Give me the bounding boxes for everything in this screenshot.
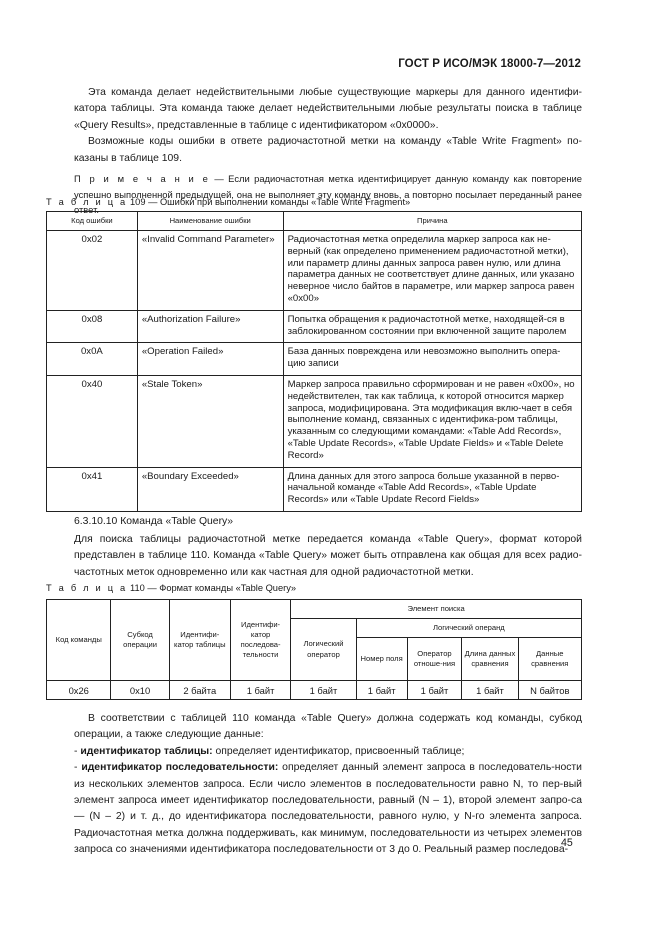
standard-header: ГОСТ Р ИСО/МЭК 18000-7—2012 <box>398 58 581 70</box>
column-header: Наименование ошибки <box>137 212 283 231</box>
intro-paragraph-2: Возможные коды ошибки в ответе радиочастотной метки на команду «Table Write Fragment» по-казаны в таблице 109. <box>74 136 582 164</box>
bullet-label: идентификатор последовательности: <box>81 762 279 774</box>
column-header: Код команды <box>47 600 111 681</box>
error-code: 0x08 <box>47 310 138 343</box>
table-cell: 1 байт <box>291 681 357 700</box>
table-row <box>47 375 582 467</box>
table-cell: 1 байт <box>230 681 290 700</box>
column-header: Идентифи-катор последова-тельности <box>230 600 290 681</box>
table-cell: 1 байт <box>407 681 462 700</box>
column-header: Логический оператор <box>291 619 357 681</box>
error-name: «Stale Token» <box>137 375 283 467</box>
bullet-dash: - <box>74 745 81 757</box>
table-cell: 1 байт <box>356 681 407 700</box>
column-header: Данные сравнения <box>518 638 582 681</box>
table-cell: N байтов <box>518 681 582 700</box>
table-109-caption-text: 109 — Ошибки при выполнении команды «Table Write Fragment» <box>127 197 411 207</box>
table-header-row <box>47 212 582 231</box>
error-reason: Радиочастотная метка определила маркер запроса как не-верный (как определено применением радиочастотной метки), или параметр длины данных запроса равен нулю, или длина параметра данных не соответствует длине данных, или указано неверное число байтов в параметре, или маркер запроса равен «0x00» <box>283 231 581 311</box>
error-name: «Operation Failed» <box>137 343 283 376</box>
table-row <box>47 231 582 311</box>
table-110-caption-label: Т а б л и ц а <box>46 583 128 593</box>
error-reason: База данных повреждена или невозможно выполнить опера-цию записи <box>283 343 581 376</box>
table-110-caption-text: 110 — Формат команды «Table Query» <box>127 583 297 593</box>
table-row <box>47 467 582 511</box>
after-paragraph-1: В соответствии с таблицей 110 команда «Table Query» должна содержать код команды, субкод операции, а также следующие данные: <box>74 713 582 741</box>
table-110-caption <box>46 583 296 593</box>
error-code: 0x41 <box>47 467 138 511</box>
note-text: — Если радиочастотная метка идентифицирует данную команду как повторение успешно выполненной предыдущей, она не выполняет эту команду вновь, а повторно посылает переданный ранее ответ. <box>74 173 582 216</box>
column-header: Номер поля <box>356 638 407 681</box>
page-number: 45 <box>561 837 573 849</box>
table-110 <box>46 599 582 700</box>
table-cell: 2 байта <box>169 681 230 700</box>
table-row <box>47 310 582 343</box>
error-code: 0x0A <box>47 343 138 376</box>
bullet-dash: - <box>74 762 82 774</box>
table-cell: 0x26 <box>47 681 111 700</box>
table-109-caption <box>46 197 410 207</box>
column-header: Код ошибки <box>47 212 138 231</box>
section-paragraph <box>74 532 582 581</box>
after-block <box>74 711 582 859</box>
error-code: 0x02 <box>47 231 138 311</box>
table-109-caption-label: Т а б л и ц а <box>46 197 128 207</box>
error-name: «Boundary Exceeded» <box>137 467 283 511</box>
bullet-table-id <box>74 744 582 760</box>
column-header: Логический операнд <box>356 619 581 638</box>
table-row <box>47 343 582 376</box>
table-cell: 1 байт <box>462 681 518 700</box>
section-title: 6.3.10.10 Команда «Table Query» <box>74 516 234 527</box>
bullet-label: идентификатор таблицы: <box>80 745 213 757</box>
bullet-text: определяет данный элемент запроса в последователь-ности из нескольких элементов запроса. Если число элементов в последовательности равно N, то пер-вый элемент запроса имеет идентификатор последовательности, равный (N – 1), второй элемент запро-са — (N – 2) и т. д., до идентификатора последовательности, равного нулю, у N-го элемента запроса. Радиочастотная метка должна поддерживать, как минимум, последовательности из четырех элементов запроса со значениями идентификатора последовательности от 3 до 0. Реальный размер последова- <box>74 762 582 856</box>
table-header-row <box>47 600 582 619</box>
column-header: Идентифи-катор таблицы <box>169 600 230 681</box>
column-header: Субкод операции <box>111 600 169 681</box>
column-header: Оператор отноше-ния <box>407 638 462 681</box>
table-row <box>47 681 582 700</box>
error-name: «Authorization Failure» <box>137 310 283 343</box>
error-reason: Попытка обращения к радиочастотной метке, находящей-ся в заблокированном состоянии при включенной защите паролем <box>283 310 581 343</box>
column-header: Элемент поиска <box>291 600 582 619</box>
column-header: Причина <box>283 212 581 231</box>
bullet-sequence-id <box>74 760 582 858</box>
section-paragraph-text: Для поиска таблицы радиочастотной метке передается команда «Table Query», формат которой представлен в таблице 110. Команда «Table Query» может быть отправлена как общая для всех радио-частотных меток одновременно или как частная для одной радиочастотной метки. <box>74 534 582 578</box>
note-label: П р и м е ч а н и е <box>74 173 210 185</box>
intro-paragraph-1: Эта команда делает недействительными любые существующие маркеры для данного идентифи-катора таблицы. Эта команда также делает недействительными любые результаты поиска в таблице «Query Results», представленные в таблице с идентификатором «0x0000». <box>74 87 582 131</box>
error-code: 0x40 <box>47 375 138 467</box>
error-name: «Invalid Command Parameter» <box>137 231 283 311</box>
error-reason: Длина данных для этого запроса больше указанной в перво-начальной команде «Table Add Records», «Table Update Records» или «Table Update Record Fields» <box>283 467 581 511</box>
table-109 <box>46 211 582 512</box>
bullet-text: определяет идентификатор, присвоенный таблице; <box>212 745 465 757</box>
error-reason: Маркер запроса правильно сформирован и не равен «0x00», но недействителен, так как таблица, к которой относится маркер запроса, модифицирована. Эта модификация вклю-чает в себя выполнение команд, связанных с идентифика-ром таблицы, указанным со следующими командами: «Table Add Records», «Table Update Records», «Table Update Fields» и «Table Delete Record» <box>283 375 581 467</box>
column-header: Длина данных сравнения <box>462 638 518 681</box>
table-cell: 0x10 <box>111 681 169 700</box>
